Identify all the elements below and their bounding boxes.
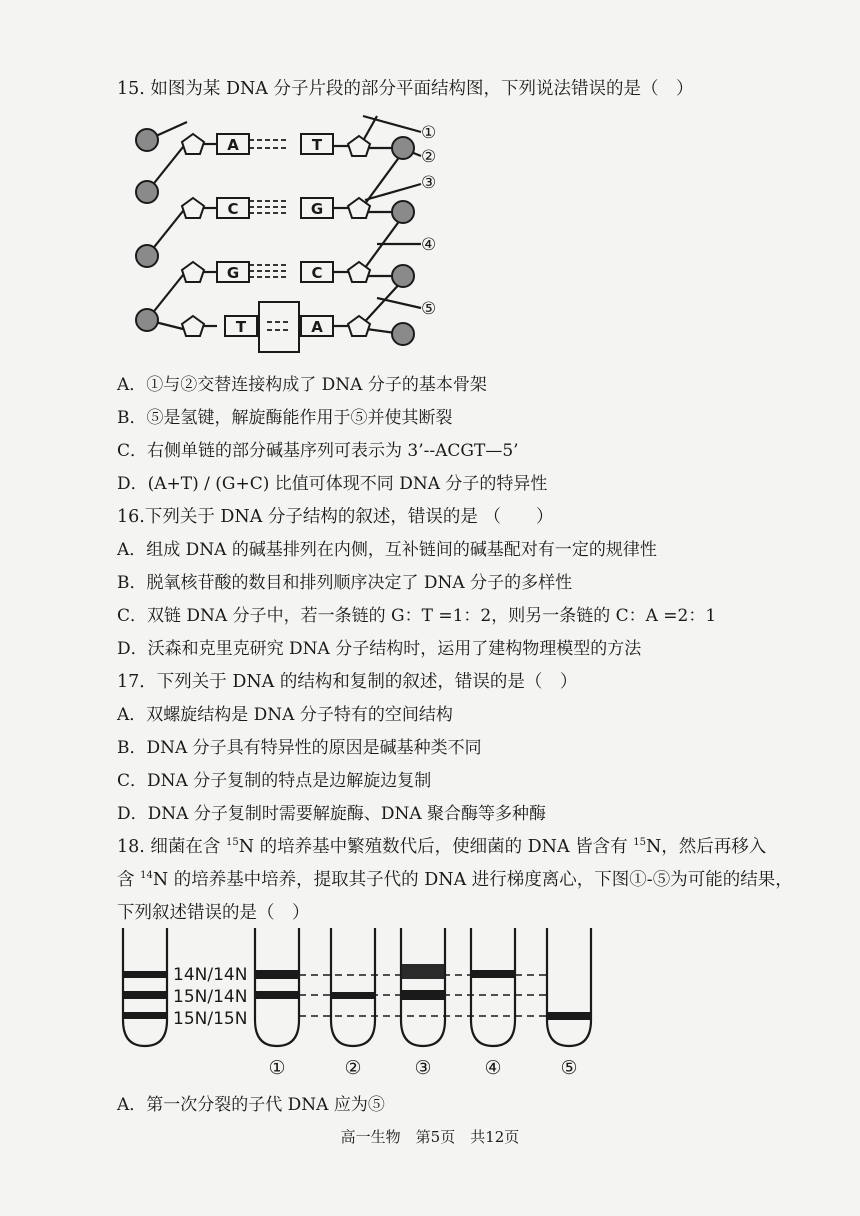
q16-option-d: D．沃森和克里克研究 DNA 分子结构时，运用了建构物理模型的方法 (117, 639, 642, 659)
tube-label-5: ⑤ (560, 1057, 578, 1079)
tube-label-3: ③ (414, 1057, 432, 1079)
right-base-1: T (311, 136, 323, 154)
q17-option-b: B．DNA 分子具有特异性的原因是碱基种类不同 (117, 738, 482, 758)
q15-option-c: C．右侧单链的部分碱基序列可表示为 3’--ACGT—5’ (117, 441, 519, 461)
q16-option-a: A．组成 DNA 的碱基排列在内侧，互补链间的碱基配对有一定的规律性 (117, 540, 657, 560)
left-base-2: C (227, 200, 239, 218)
band-label-15n-14n: 15N/14N (173, 987, 248, 1007)
tube-label-1: ① (268, 1057, 286, 1079)
marker-3: ③ (421, 173, 437, 193)
q18-option-a: A．第一次分裂的子代 DNA 应为⑤ (117, 1095, 385, 1115)
marker-1: ① (421, 123, 437, 143)
q16-stem: 16.下列关于 DNA 分子结构的叙述，错误的是 （ ） (117, 507, 554, 527)
centrifuge-tubes-diagram (115, 928, 605, 1084)
q15-stem: 15. 如图为某 DNA 分子片段的部分平面结构图，下列说法错误的是（ ） (117, 79, 694, 99)
right-base-3: C (311, 264, 323, 282)
q17-stem: 17．下列关于 DNA 的结构和复制的叙述，错误的是（ ） (117, 672, 578, 692)
q17-option-d: D．DNA 分子复制时需要解旋酶、DNA 聚合酶等多种酶 (117, 804, 547, 824)
marker-5: ⑤ (421, 299, 437, 319)
left-base-1: A (227, 136, 239, 154)
q16-option-c: C．双链 DNA 分子中，若一条链的 G：T =1：2，则另一条链的 C：A =2：1 (117, 606, 717, 626)
band-label-15n-15n: 15N/15N (173, 1009, 248, 1029)
q18-stem-line3: 下列叙述错误的是（ ） (117, 903, 310, 923)
q16-option-b: B．脱氧核苷酸的数目和排列顺序决定了 DNA 分子的多样性 (117, 573, 573, 593)
right-base-4: A (311, 318, 323, 336)
left-base-3: G (226, 264, 240, 282)
marker-2: ② (421, 147, 437, 167)
dna-structure-diagram (125, 112, 455, 360)
left-base-4: T (235, 318, 247, 336)
page-footer: 高一生物 第5页 共12页 (340, 1128, 520, 1146)
right-base-2: G (310, 200, 324, 218)
q15-option-a: A．①与②交替连接构成了 DNA 分子的基本骨架 (117, 375, 487, 395)
q18-stem-line2: 含 $^{14}$N 的培养基中培养，提取其子代的 DNA 进行梯度离心，下图①-⑤为可能的结果， (117, 870, 793, 890)
tube-label-4: ④ (484, 1057, 502, 1079)
q17-option-c: C．DNA 分子复制的特点是边解旋边复制 (117, 771, 432, 791)
q15-option-b: B．⑤是氢键，解旋酶能作用于⑤并使其断裂 (117, 408, 453, 428)
band-label-14n-14n: 14N/14N (173, 965, 248, 985)
tube-label-2: ② (344, 1057, 362, 1079)
q18-stem-line1: 18. 细菌在含 $^{15}$N 的培养基中繁殖数代后，使细菌的 DNA 皆含有 $^{15}$N，然后再移入 (117, 837, 767, 857)
q17-option-a: A．双螺旋结构是 DNA 分子特有的空间结构 (117, 705, 453, 725)
marker-4: ④ (421, 235, 437, 255)
q15-option-d: D．(A+T) / (G+C) 比值可体现不同 DNA 分子的特异性 (117, 474, 548, 494)
